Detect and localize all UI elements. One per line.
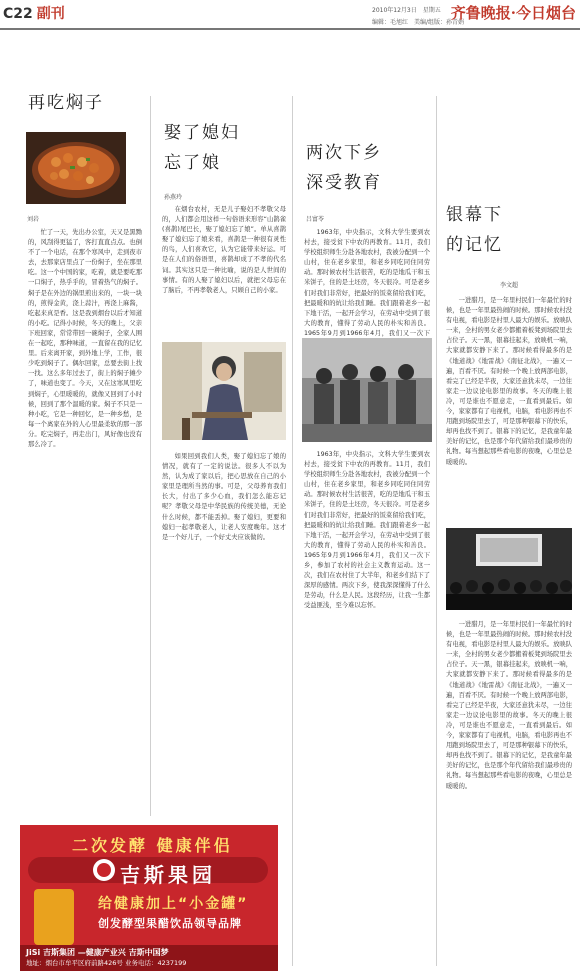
ad-brand-name: 吉斯果园 (120, 863, 216, 887)
article-body: 忙了一天，先出办公室，天又是黑黝的，风刮得更猛了，客打直直点点。也倒不了一个电话，在那个寒风中，走到夜市去，去那家店里点了一份焖子，坐在那里吃。这一个中国的家，吃着，就是要吃那一口焖子，热乎乎的，冒着热气的焖子。焖子是在外边的锅里煎出来的，一块一块的，煎得金黄，浇上蒜汁，再浇上麻酱，吃起来真是香。这是我到烟台以后才知道的小吃。记得小时候，冬天的晚上，父亲下班回家，常常带回一碗焖子，全家人围在一起吃，那种味道，一直留在我的记忆里。后来离开家，到外地上学，工作，很少吃到焖子了。偶尔回家，总要去街上找一找。这么多年过去了，街上的焖子摊少了，味道也变了。今天，又在这寒风里吃到焖子，心里暖暖的，就像又回到了小时候，回到了那个温暖的家。焖子不只是一种小吃，它是一种回忆，是一种乡愁，是每一个离家在外的人心里最柔软的那一部分。吃完焖子，再走出门，风好像也没有那么冷了。 (28, 229, 142, 448)
page-tag (3, 3, 65, 25)
group-photo (302, 338, 432, 442)
author-byline: 刘岩 (27, 216, 40, 223)
date-line: 2010年12月3日 星期五 (372, 7, 441, 14)
article-title-line2: 忘了娘 (164, 153, 221, 173)
section-name: 副刊 (36, 6, 65, 22)
article-body-top: 在烟台农村，无是儿子娶妇不孝敬父母的，人们都会用这样一句俗语来形容“山鹊雀(喜鹊)尾巴长，娶了媳妇忘了娘”。单从喜鹊娶了媳妇忘了娘来看，喜鹊是一种很有灵性的鸟，人们喜欢它，认为它能带来好运。可是在人们的俗语里，喜鹊却成了不孝的代名词。其实这只是一种比喻，说的是人世间的事情。有的人娶了媳妇以后，就把父母忘在了脑后，不再孝敬老人，只顾自己的小家。 (162, 206, 286, 294)
article-body-continued: 1963年，中央指示，文科大学生要到农村去，接受贫下中农的再教育。11月，我们学校组织师生分赴各地农村，我被分配到一个山村，住在老乡家里，和老乡同吃同住同劳动。那时候农村生活很苦，吃的是地瓜干和玉米饼子，住的是土坯房，冬天很冷。可是老乡们对我们非常好，把最好的饭菜留给我们吃，把最暖和的炕让给我们睡。我们跟着老乡一起下地干活，一起开会学习，在劳动中受到了很大的教育，懂得了劳动人民的朴实和善良。1965年9月到1966年4月，我们又一次下乡，参加了农村的社会主义教育运动。这一次，我们在农村住了大半年，和老乡们结下了深厚的感情。两次下乡，使我深深懂得了什么是劳动，什么是人民。这段经历，让我一生都受益匪浅，至今难以忘怀。 (304, 451, 430, 610)
article-body-continued: 一进腊月，是一年里村民们一年最忙的时候，也是一年里最热闹的时候。那时候农村没有电视，看电影是村里人最大的娱乐。放映队一来，全村的男女老少都搬着板凳到场院里去占位子。天一黑，银幕挂起来，放映机一响，大家就都安静下来了。那时候看得最多的是《地道战》《地雷战》《南征北战》，一遍又一遍，百看不厌。有时候一个晚上放两部电影，看完了已经是半夜，大家还意犹未尽，一边往家走一边议论电影里的故事。冬天的晚上很冷，可是谁也不愿意走，一直看到最后。如今，家家都有了电视机，电脑，看电影再也不用跑到场院里去了，可是那种银幕下的快乐，却再也找不到了。银幕下的记忆，是我童年最美好的记忆，也是那个年代留给我们最珍贵的礼物。每当想起那些看电影的夜晚，心里总是暖暖的。 (446, 621, 572, 790)
article-title-line1: 银幕下 (446, 205, 503, 225)
ad-headline: 二次发酵 健康伴侣 (72, 836, 233, 855)
ad-footer-bar (20, 945, 278, 971)
article-title-line2: 深受教育 (306, 173, 382, 193)
header-rule (0, 28, 580, 30)
article-title: 再吃焖子 (28, 93, 104, 113)
article-body: 一进腊月，是一年里村民们一年最忙的时候，也是一年里最热闹的时候。那时候农村没有电视，看电影是村里人最大的娱乐。放映队一来，全村的男女老少都搬着板凳到场院里去占位子。天一黑，银幕挂起来，放映机一响，大家就都安静下来了。那时候看得最多的是《地道战》《地雷战》《南征北战》，一遍又一遍，百看不厌。有时候一个晚上放两部电影，看完了已经是半夜，大家还意犹未尽，一边往家走一边议论电影里的故事。冬天的晚上很冷，可是谁也不愿意走，一直看到最后。如今，家家都有了电视机，电脑，看电影再也不用跑到场院里去了，可是那种银幕下的快乐，却再也找不到了。银幕下的记忆，是我童年最美好的记忆，也是那个年代留给我们最珍贵的礼物。每当想起那些看电影的夜晚，心里总是暖暖的。 (446, 297, 572, 466)
ad-footer-text: JiSi 吉斯集团 —健康产业兴 吉斯中国梦 (26, 948, 169, 957)
editor-line: 编辑：毛旭红 美编/组版：孙青娟 (372, 19, 465, 26)
column-divider (150, 96, 151, 816)
page-header (0, 0, 580, 34)
ad-slogan-2: 创发酵型果醋饮品领导品牌 (98, 917, 242, 930)
food-photo (26, 132, 126, 204)
article-title-line2: 的记忆 (446, 235, 503, 255)
article-body-bottom: 如果回到我们人类，娶了媳妇忘了娘的情况，就有了一定的说法。很多人不以为然，认为成了家以后，把心思放在自己的小家里是理所当然的事。可是，父母养育我们长大，付出了多少心血，我们怎么能忘记呢？孝敬父母是中华民族的传统美德，无论什么时候，都不能丢掉。娶了媳妇，更要和媳妇一起孝敬老人，让老人安度晚年。这才是一个好儿子，一个好丈夫应该做的。 (162, 453, 286, 541)
ad-address: 地址：烟台市牟平区府前路426号 业务电话：4237199 (26, 959, 187, 967)
product-can-icon (34, 889, 74, 945)
crowd-photo (446, 528, 572, 610)
newspaper-brand: 齐鲁晚报·今日烟台 (450, 4, 576, 22)
author-byline: 吕富苓 (306, 216, 325, 223)
article-title-line1: 两次下乡 (306, 143, 382, 163)
article-body: 1963年，中央指示，文科大学生要到农村去，接受贫下中农的再教育。11月，我们学校组织师生分赴各地农村，我被分配到一个山村，住在老乡家里，和老乡同吃同住同劳动。那时候农村生活很苦，吃的是地瓜干和玉米饼子，住的是土坯房，冬天很冷。可是老乡们对我们非常好，把最好的饭菜留给我们吃，把最暖和的炕让给我们睡。我们跟着老乡一起下地干活，一起开会学习，在劳动中受到了很大的教育，懂得了劳动人民的朴实和善良。1965年9月到1966年4月，我们又一次下 (304, 229, 430, 337)
woman-illustration (162, 342, 286, 440)
author-byline: 李文超 (500, 282, 519, 289)
column-divider (436, 96, 437, 966)
advertisement[interactable] (20, 825, 278, 971)
column-divider (292, 96, 293, 966)
page-number: C22 (3, 6, 33, 22)
author-byline: 孙燕玲 (164, 194, 183, 201)
ad-slogan-1: 给健康加上“小金罐” (98, 896, 249, 912)
article-title-line1: 娶了媳妇 (164, 123, 240, 143)
